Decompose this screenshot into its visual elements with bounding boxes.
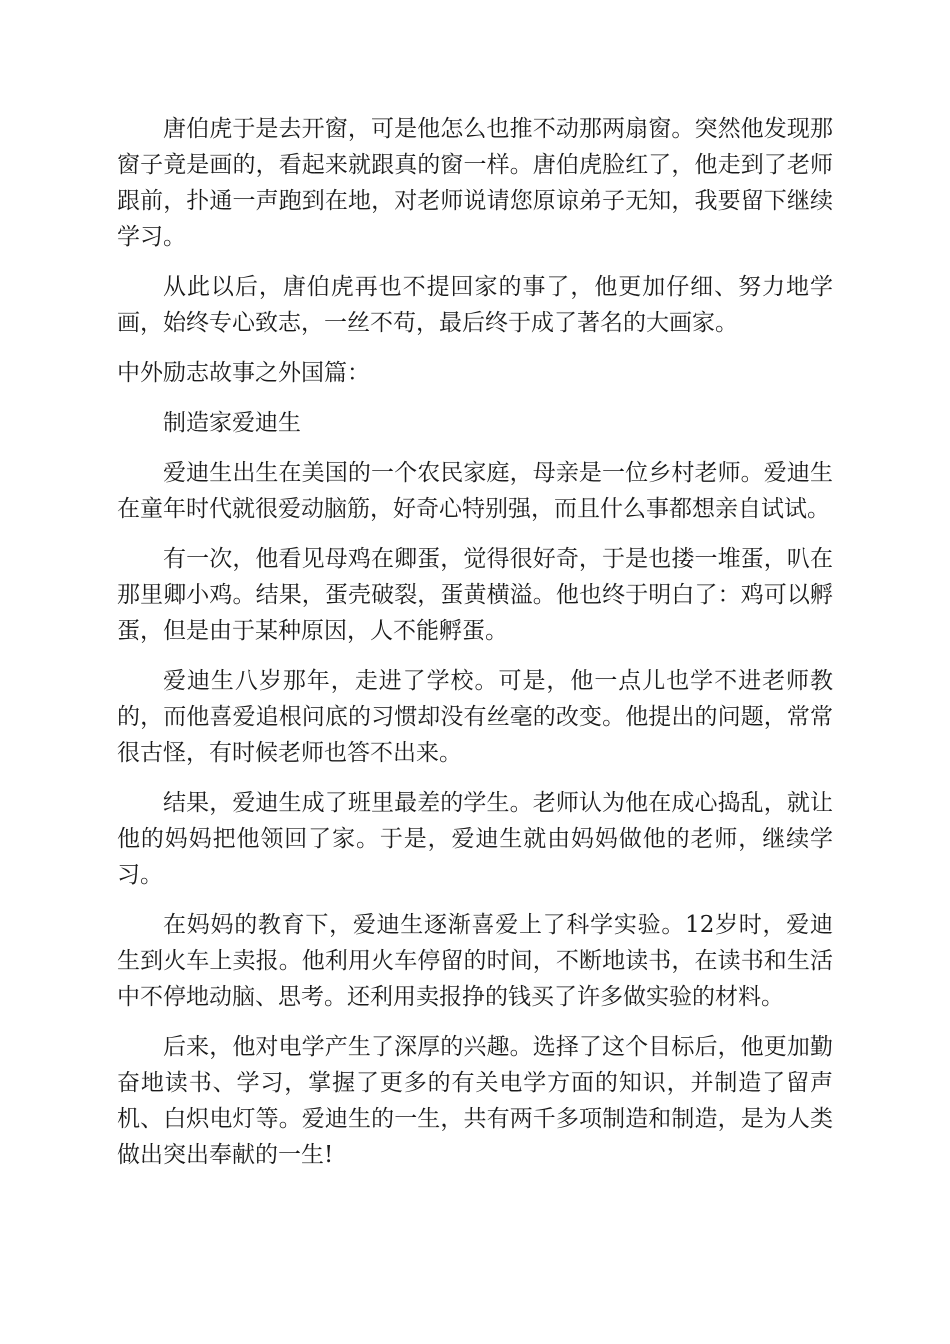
story-title-edison: 制造家爱迪生 (163, 410, 301, 436)
paragraph-edison-school: 爱迪生八岁那年，走进了学校。可是，他一点儿也学不进老师教的，而他喜爱追根问底的习惯却没有丝毫的改变。他提出的问题，常常很古怪，有时候老师也答不出来。 (117, 668, 833, 766)
paragraph-edison-inventions: 后来，他对电学产生了深厚的兴趣。选择了这个目标后，他更加勤奋地读书、学习，掌握了更多的有关电学方面的知识，并制造了留声机、白炽电灯等。爱迪生的一生，共有两千多项制造和制造，是为人类做出突出奉献的一生! (117, 1034, 833, 1168)
paragraph-edison-birth: 爱迪生出生在美国的一个农民家庭，母亲是一位乡村老师。爱迪生在童年时代就很爱动脑筋，好奇心特别强，而且什么事都想亲自试试。 (117, 460, 833, 522)
paragraph-tang-becomes-painter: 从此以后，唐伯虎再也不提回家的事了，他更加仔细、努力地学画，始终专心致志，一丝不苟，最后终于成了著名的大画家。 (117, 274, 833, 336)
paragraph-edison-experiments: 在妈妈的教育下，爱迪生逐渐喜爱上了科学实验。12岁时，爱迪生到火车上卖报。他利用火车停留的时间，不断地读书，在读书和生活中不停地动脑、思考。还利用卖报挣的钱买了许多做实验的材料。 (117, 912, 833, 1010)
paragraph-edison-eggs: 有一次，他看见母鸡在卿蛋，觉得很好奇，于是也搂一堆蛋，叭在那里卿小鸡。结果，蛋壳破裂，蛋黄横溢。他也终于明白了：鸡可以孵蛋，但是由于某种原因，人不能孵蛋。 (117, 546, 833, 644)
document-body (117, 111, 833, 1187)
paragraph-edison-home-study: 结果，爱迪生成了班里最差的学生。老师认为他在成心捣乱，就让他的妈妈把他领回了家。于是，爱迪生就由妈妈做他的老师，继续学习。 (117, 790, 833, 888)
paragraph-tang-window: 唐伯虎于是去开窗，可是他怎么也推不动那两扇窗。突然他发现那窗子竟是画的，看起来就跟真的窗一样。唐伯虎脸红了，他走到了老师跟前，扑通一声跑到在地，对老师说请您原谅弟子无知，我要留下继续学习。 (117, 116, 833, 250)
section-heading-foreign: 中外励志故事之外国篇： (117, 360, 370, 386)
